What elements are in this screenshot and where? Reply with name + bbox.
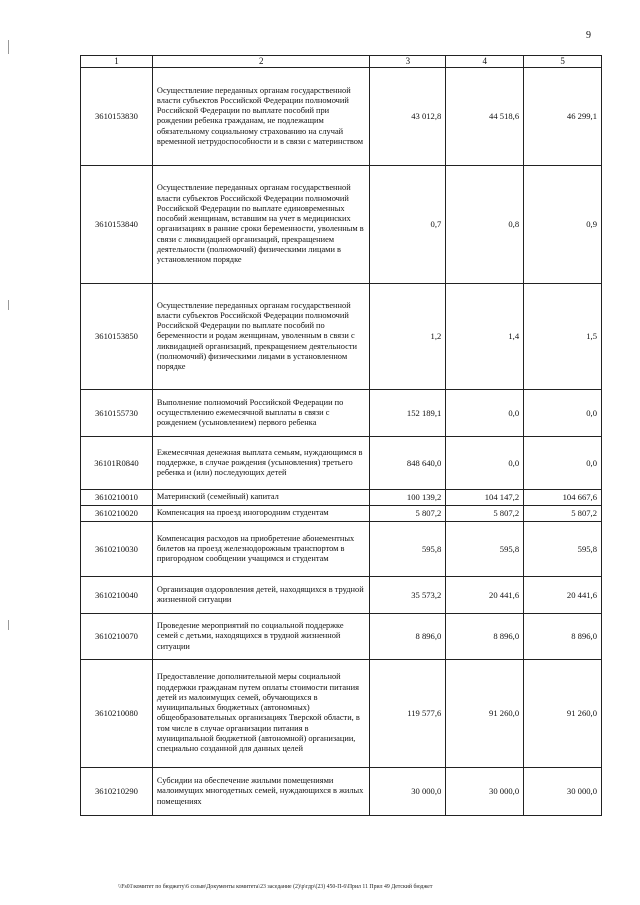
table-row bbox=[81, 436, 602, 489]
scan-mark bbox=[8, 40, 9, 54]
row-value-col3: 119 577,6 bbox=[370, 659, 446, 767]
row-name: Субсидии на обеспечение жилыми помещениями малоимущих многодетных семей, нуждающихся в жилых помещениях bbox=[152, 767, 370, 815]
row-value-col4: 0,0 bbox=[446, 389, 524, 436]
row-value-col4: 44 518,6 bbox=[446, 67, 524, 165]
table-row bbox=[81, 576, 602, 613]
row-value-col3: 848 640,0 bbox=[370, 436, 446, 489]
row-value-col3: 0,7 bbox=[370, 165, 446, 283]
row-value-col5: 0,9 bbox=[524, 165, 602, 283]
row-name: Ежемесячная денежная выплата семьям, нуждающимся в поддержке, в случае рождения (усыновления) третьего ребенка и (или) последующих детей bbox=[152, 436, 370, 489]
row-value-col5: 104 667,6 bbox=[524, 489, 602, 505]
row-name: Осуществление переданных органам государственной власти субъектов Российской Федерации полномочий Российской Федерации по выплате единовременных пособий женщинам, вставшим на учет в медицинских организациях в ранние сроки беременности, уволенным в связи с ликвидацией организаций, прекращением деятельности (полномочий) физическими лицами в установленном порядке bbox=[152, 165, 370, 283]
row-value-col4: 30 000,0 bbox=[446, 767, 524, 815]
row-value-col3: 1,2 bbox=[370, 283, 446, 389]
row-code: 36101R0840 bbox=[81, 436, 153, 489]
row-code: 3610210020 bbox=[81, 505, 153, 521]
column-header: 1 bbox=[81, 56, 153, 68]
row-value-col5: 0,0 bbox=[524, 436, 602, 489]
row-value-col4: 104 147,2 bbox=[446, 489, 524, 505]
table-row bbox=[81, 67, 602, 165]
budget-table bbox=[80, 55, 602, 816]
row-value-col5: 91 260,0 bbox=[524, 659, 602, 767]
row-value-col5: 46 299,1 bbox=[524, 67, 602, 165]
row-value-col5: 595,8 bbox=[524, 521, 602, 576]
table-header-row bbox=[81, 56, 602, 68]
row-value-col3: 43 012,8 bbox=[370, 67, 446, 165]
row-code: 3610210030 bbox=[81, 521, 153, 576]
column-header: 3 bbox=[370, 56, 446, 68]
row-value-col3: 595,8 bbox=[370, 521, 446, 576]
row-code: 3610210290 bbox=[81, 767, 153, 815]
row-value-col3: 100 139,2 bbox=[370, 489, 446, 505]
row-value-col4: 1,4 bbox=[446, 283, 524, 389]
row-value-col3: 152 189,1 bbox=[370, 389, 446, 436]
footer-file-path: \\Fs01\комитет по бюджету\6 созыв\Документы комитета\23 заседание (2)\р\гдр\(23) 450-П-6\Прил 11 Прил 49 Детский бюджет bbox=[118, 884, 433, 890]
row-code: 3610210070 bbox=[81, 613, 153, 659]
row-code: 3610210040 bbox=[81, 576, 153, 613]
table-row bbox=[81, 489, 602, 505]
row-name: Компенсация на проезд иногородним студентам bbox=[152, 505, 370, 521]
row-value-col3: 30 000,0 bbox=[370, 767, 446, 815]
row-value-col4: 595,8 bbox=[446, 521, 524, 576]
page-number: 9 bbox=[586, 30, 591, 41]
scan-mark bbox=[8, 620, 9, 630]
row-code: 3610155730 bbox=[81, 389, 153, 436]
row-name: Организация оздоровления детей, находящихся в трудной жизненной ситуации bbox=[152, 576, 370, 613]
row-value-col4: 91 260,0 bbox=[446, 659, 524, 767]
row-value-col5: 30 000,0 bbox=[524, 767, 602, 815]
row-code: 3610153850 bbox=[81, 283, 153, 389]
row-code: 3610153840 bbox=[81, 165, 153, 283]
row-value-col5: 8 896,0 bbox=[524, 613, 602, 659]
row-value-col3: 5 807,2 bbox=[370, 505, 446, 521]
row-name: Предоставление дополнительной меры социальной поддержки гражданам путем оплаты стоимости питания детей из малоимущих семей, обучающихся в муниципальных бюджетных (автономных) общеобразовательных организациях Тверской области, в том числе в случае организации питания в муниципальной бюджетной (автономной) организации, специально созданной для данных целей bbox=[152, 659, 370, 767]
row-name: Осуществление переданных органам государственной власти субъектов Российской Федерации полномочий Российской Федерации по выплате пособий по беременности и родам женщинам, уволенным в связи с ликвидацией организаций, прекращением деятельности (полномочий) физическими лицами в установленном порядке bbox=[152, 283, 370, 389]
row-value-col4: 0,0 bbox=[446, 436, 524, 489]
row-name: Проведение мероприятий по социальной поддержке семей с детьми, находящихся в трудной жизненной ситуации bbox=[152, 613, 370, 659]
table-row bbox=[81, 283, 602, 389]
row-name: Осуществление переданных органам государственной власти субъектов Российской Федерации полномочий Российской Федерации по выплате пособий при рождении ребенка гражданам, не подлежащим обязательному социальному страхованию на случай временной нетрудоспособности и в связи с материнством bbox=[152, 67, 370, 165]
table-row bbox=[81, 613, 602, 659]
row-name: Компенсация расходов на приобретение абонементных билетов на проезд железнодорожным транспортом в пригородном сообщении учащимся и студентам bbox=[152, 521, 370, 576]
column-header: 2 bbox=[152, 56, 370, 68]
row-value-col3: 8 896,0 bbox=[370, 613, 446, 659]
row-value-col4: 8 896,0 bbox=[446, 613, 524, 659]
row-code: 3610153830 bbox=[81, 67, 153, 165]
row-value-col4: 5 807,2 bbox=[446, 505, 524, 521]
column-header: 5 bbox=[524, 56, 602, 68]
scan-mark bbox=[8, 300, 9, 310]
table-row bbox=[81, 767, 602, 815]
table-row bbox=[81, 505, 602, 521]
table-row bbox=[81, 659, 602, 767]
row-name: Выполнение полномочий Российской Федерации по осуществлению ежемесячной выплаты в связи с рождением (усыновлением) первого ребенка bbox=[152, 389, 370, 436]
row-value-col4: 20 441,6 bbox=[446, 576, 524, 613]
table-row bbox=[81, 165, 602, 283]
table-row bbox=[81, 389, 602, 436]
row-value-col3: 35 573,2 bbox=[370, 576, 446, 613]
row-code: 3610210080 bbox=[81, 659, 153, 767]
row-value-col5: 5 807,2 bbox=[524, 505, 602, 521]
row-value-col5: 1,5 bbox=[524, 283, 602, 389]
row-name: Материнский (семейный) капитал bbox=[152, 489, 370, 505]
table-row bbox=[81, 521, 602, 576]
row-value-col4: 0,8 bbox=[446, 165, 524, 283]
column-header: 4 bbox=[446, 56, 524, 68]
row-code: 3610210010 bbox=[81, 489, 153, 505]
row-value-col5: 0,0 bbox=[524, 389, 602, 436]
row-value-col5: 20 441,6 bbox=[524, 576, 602, 613]
